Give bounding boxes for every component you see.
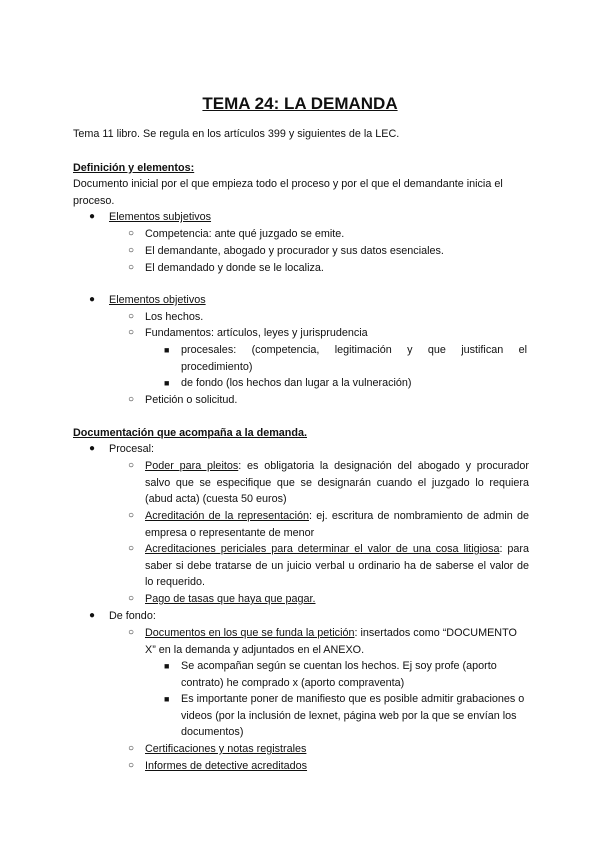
procesal-label: Procesal:: [109, 443, 155, 455]
list-item: [145, 541, 529, 591]
acreditacion-term: Acreditación de la representación: [145, 510, 309, 522]
square-bullet-icon: ■: [164, 694, 170, 704]
subjetivos-label: Elementos subjetivos: [109, 211, 212, 223]
bullet-icon: ●: [89, 610, 96, 621]
list-item: [145, 591, 529, 608]
square-bullet-icon: ■: [164, 345, 170, 355]
list-item: El demandante, abogado y procurador y sus datos esenciales.: [145, 245, 444, 257]
circle-bullet-icon: ○: [128, 743, 135, 754]
documentacion-heading: Documentación que acompaña a la demanda.: [73, 427, 307, 439]
square-bullet-icon: ■: [164, 661, 170, 671]
circle-bullet-icon: ○: [128, 627, 135, 638]
intro-text: Tema 11 libro. Se regula en los artículos 399 y siguientes de la LEC.: [73, 128, 400, 140]
circle-bullet-icon: ○: [128, 327, 135, 338]
list-item: Informes de detective acreditados: [145, 760, 308, 772]
list-item: de fondo (los hechos dan lugar a la vulneración): [181, 377, 412, 389]
list-item: [145, 508, 529, 541]
list-item: [145, 625, 529, 658]
list-item: [145, 458, 529, 508]
tasas-term: Pago de tasas que haya que pagar.: [145, 593, 316, 605]
list-item: Certificaciones y notas registrales: [145, 743, 307, 755]
item-text: : insertados como “DOCUMENTO X” en la demanda y adjuntados en el ANEXO.: [145, 627, 517, 656]
circle-bullet-icon: ○: [128, 760, 135, 771]
documentos-term: Documentos en los que se funda la petición: [145, 627, 355, 639]
definicion-heading: Definición y elementos:: [73, 162, 195, 174]
list-item: Los hechos.: [145, 311, 204, 323]
circle-bullet-icon: ○: [128, 460, 135, 471]
list-item: Petición o solicitud.: [145, 394, 238, 406]
circle-bullet-icon: ○: [128, 510, 135, 521]
item-text: : es obligatoria la designación del abogado y procurador salvo que se especifique que se designarán cuando el juzgado lo requiera (abud acta) (cuesta 50 euros): [145, 460, 529, 506]
list-item: Es importante poner de manifiesto que es posible admitir grabaciones o videos (por la inclusión de lexnet, página web por la que se envían los documentos): [181, 693, 525, 739]
objetivos-label: Elementos objetivos: [109, 294, 206, 306]
list-item: Se acompañan según se cuentan los hechos. Ej soy profe (aporto contrato) he comprado x (aporto compraventa): [181, 660, 497, 689]
list-item: Competencia: ante qué juzgado se emite.: [145, 228, 345, 240]
bullet-icon: ●: [89, 443, 96, 454]
circle-bullet-icon: ○: [128, 228, 135, 239]
item-text: : ej. escritura de nombramiento de admin de empresa o representante de menor: [145, 510, 529, 539]
page-title: TEMA 24: LA DEMANDA: [202, 94, 398, 113]
circle-bullet-icon: ○: [128, 245, 135, 256]
bullet-icon: ●: [89, 211, 96, 222]
definicion-text: Documento inicial por el que empieza todo el proceso y por el que el demandante inicia el proceso.: [73, 178, 503, 207]
fondo-label: De fondo:: [109, 610, 156, 622]
circle-bullet-icon: ○: [128, 593, 135, 604]
list-item: El demandado y donde se le localiza.: [145, 262, 324, 274]
circle-bullet-icon: ○: [128, 394, 135, 405]
circle-bullet-icon: ○: [128, 543, 135, 554]
circle-bullet-icon: ○: [128, 311, 135, 322]
periciales-term: Acreditaciones periciales para determinar el valor de una cosa litigiosa: [145, 543, 500, 555]
list-item: Fundamentos: artículos, leyes y jurisprudencia: [145, 327, 368, 339]
poder-pleitos-term: Poder para pleitos: [145, 460, 239, 472]
circle-bullet-icon: ○: [128, 262, 135, 273]
list-item: procesales: (competencia, legitimación y que justifican el procedimiento): [181, 344, 527, 373]
square-bullet-icon: ■: [164, 378, 170, 388]
item-text: : para saber si debe tratarse de un juicio verbal u ordinario ha de saberse el valor de lo requerido.: [145, 543, 529, 589]
bullet-icon: ●: [89, 294, 96, 305]
